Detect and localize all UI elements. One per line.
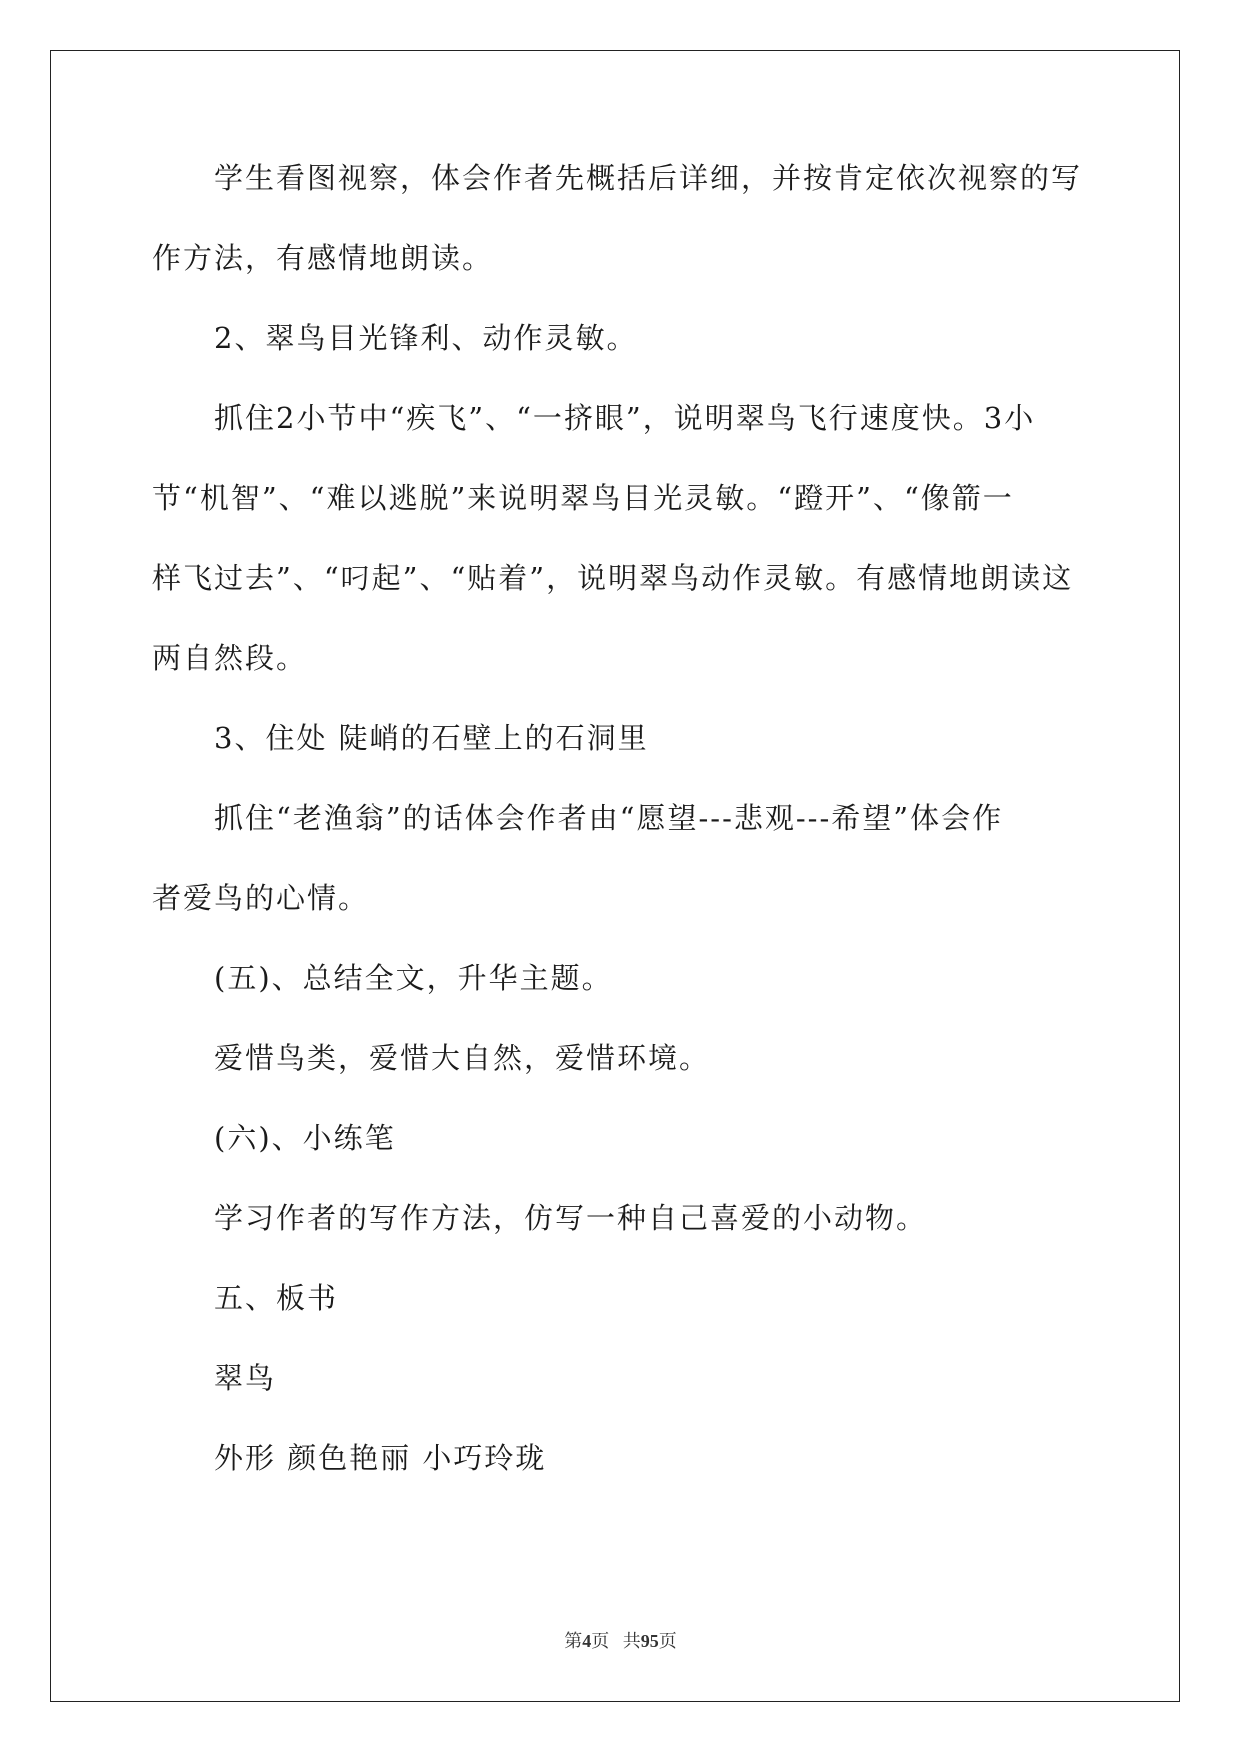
text-line: 翠鸟 <box>214 1361 277 1395</box>
footer-suffix: 页 <box>658 1631 677 1651</box>
text-line: 外形 颜色艳丽 小巧玲珑 <box>214 1441 547 1475</box>
section-heading: 五、板书 <box>214 1281 339 1315</box>
text-line: 2、翠鸟目光锋利、动作灵敏。 <box>214 321 638 355</box>
section-heading: (五)、总结全文，升华主题。 <box>214 961 613 995</box>
text-line: 两自然段。 <box>152 641 308 675</box>
document-body <box>152 160 1092 1520</box>
text-line: 者爱鸟的心情。 <box>152 881 370 915</box>
text-line: 爱惜鸟类，爱惜大自然，爱惜环境。 <box>214 1041 711 1075</box>
section-heading: (六)、小练笔 <box>214 1121 396 1155</box>
total-pages-number: 95 <box>640 1631 659 1651</box>
page-footer <box>0 1627 1241 1653</box>
current-page-number: 4 <box>582 1631 592 1651</box>
text-line: 抓住2小节中“疾飞”、“一挤眼”，说明翠鸟飞行速度快。3小 <box>214 401 1036 435</box>
footer-mid: 页 共 <box>591 1631 641 1651</box>
text-line: 抓住“老渔翁”的话体会作者由“愿望---悲观---希望”体会作 <box>214 801 1004 835</box>
text-line: 学习作者的写作方法，仿写一种自己喜爱的小动物。 <box>214 1201 928 1235</box>
footer-prefix: 第 <box>564 1631 583 1651</box>
text-line: 3、住处 陡峭的石壁上的石洞里 <box>214 721 649 755</box>
text-line: 作方法，有感情地朗读。 <box>152 241 494 275</box>
text-line: 学生看图视察，体会作者先概括后详细，并按肯定依次视察的写 <box>214 161 1083 195</box>
text-line: 节“机智”、“难以逃脱”来说明翠鸟目光灵敏。“蹬开”、“像箭一 <box>152 481 1014 515</box>
text-line: 样飞过去”、“叼起”、“贴着”，说明翠鸟动作灵敏。有感情地朗读这 <box>152 561 1074 595</box>
